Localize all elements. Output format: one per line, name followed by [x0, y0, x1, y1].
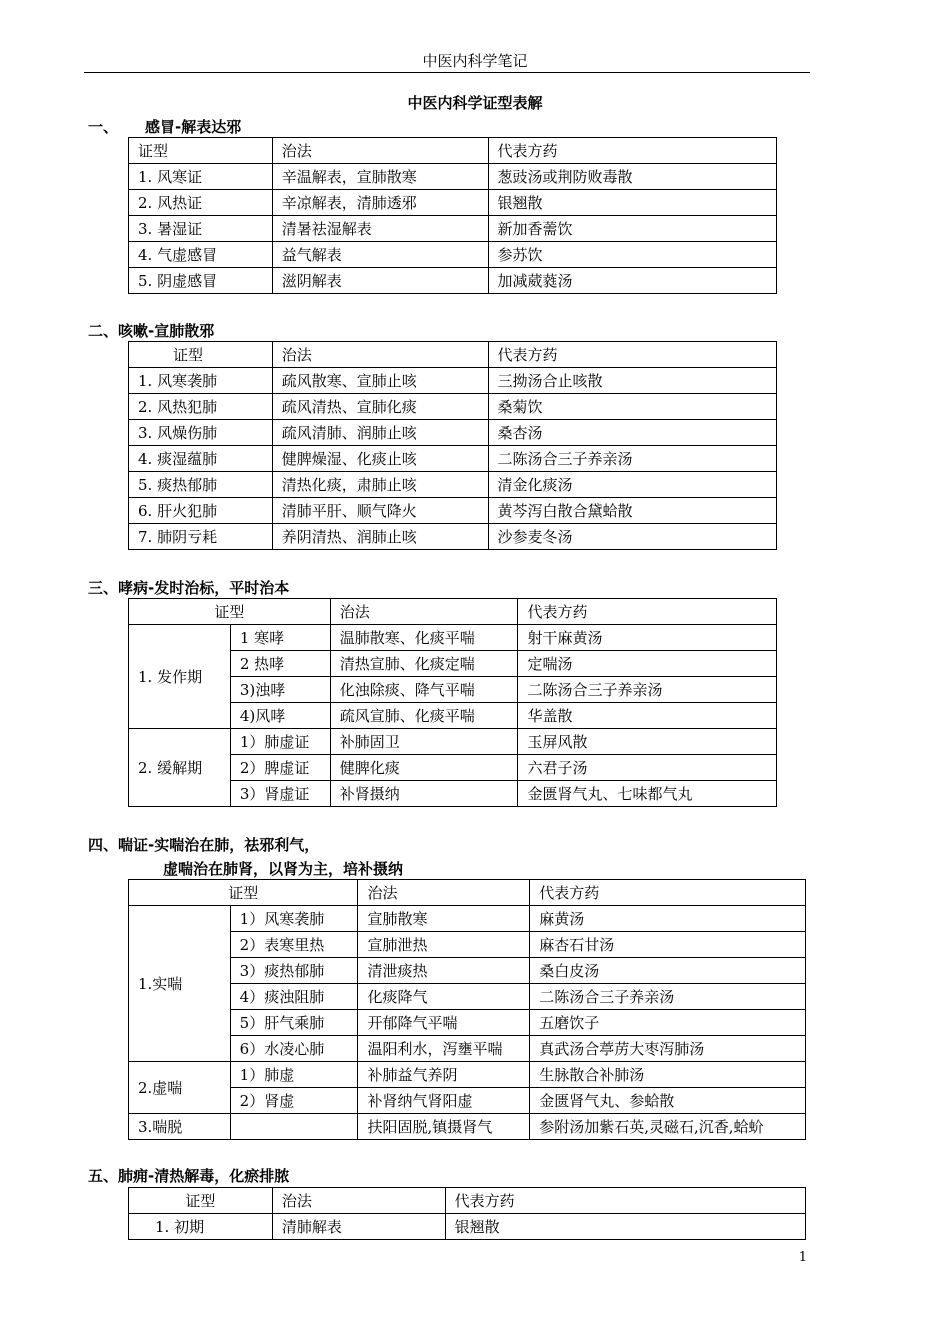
- treatment-cell: 健脾化痰: [330, 755, 518, 781]
- treatment-cell: 宣肺散寒: [358, 906, 530, 932]
- formula-cell: 新加香薷饮: [488, 216, 776, 242]
- syndrome-cell: 4. 痰湿蕴肺: [129, 446, 273, 472]
- formula-cell: 桑菊饮: [488, 394, 776, 420]
- table-row: [129, 268, 777, 294]
- table-header-row: [129, 342, 777, 368]
- section-3-table: [128, 598, 777, 807]
- treatment-cell: 补肺益气养阴: [358, 1062, 530, 1088]
- table-row: [129, 472, 777, 498]
- treatment-cell: 化痰降气: [358, 984, 530, 1010]
- syndrome-cell: 2. 风热证: [129, 190, 273, 216]
- header-cell: 治法: [330, 599, 518, 625]
- table-row: [129, 368, 777, 394]
- syndrome-cell: 4. 气虚感冒: [129, 242, 273, 268]
- group-label-cell: 3.喘脱: [129, 1114, 231, 1140]
- group-label-cell: 1.实喘: [129, 906, 231, 1062]
- header-cell: 证型: [129, 599, 331, 625]
- syndrome-cell: 1. 风寒袭肺: [129, 368, 273, 394]
- section-2-table: [128, 341, 777, 550]
- header-cell: 代表方药: [488, 138, 776, 164]
- table-header-row: [129, 880, 806, 906]
- table-row: [129, 216, 777, 242]
- page-header-title: 中医内科学笔记: [422, 52, 528, 70]
- syndrome-cell: 1 寒哮: [230, 625, 330, 651]
- treatment-cell: 补肾摄纳: [330, 781, 518, 807]
- header-cell: 证型: [129, 1188, 273, 1214]
- section-2-heading: 二、咳嗽-宣肺散邪: [88, 322, 215, 340]
- table-header-row: [129, 599, 777, 625]
- header-cell: 证型: [129, 138, 273, 164]
- table-row: [129, 242, 777, 268]
- syndrome-cell: 7. 肺阴亏耗: [129, 524, 273, 550]
- table-row: [129, 1088, 806, 1114]
- table-row: [129, 906, 806, 932]
- syndrome-cell: 3）痰热郁肺: [230, 958, 358, 984]
- table-row: [129, 1114, 806, 1140]
- syndrome-cell: 3)浊哮: [230, 677, 330, 703]
- syndrome-cell: 5）肝气乘肺: [230, 1010, 358, 1036]
- table-row: [129, 729, 777, 755]
- group-label-cell: 2. 缓解期: [129, 729, 231, 807]
- table-row: [129, 190, 777, 216]
- section-4-heading-line2: 虚喘治在肺肾，以肾为主，培补摄纳: [163, 860, 404, 878]
- treatment-cell: 扶阳固脱,镇摄肾气: [358, 1114, 530, 1140]
- formula-cell: 银翘散: [445, 1214, 805, 1240]
- table-row: [129, 625, 777, 651]
- treatment-cell: 滋阴解表: [272, 268, 488, 294]
- treatment-cell: 疏风清热、宣肺化痰: [272, 394, 488, 420]
- syndrome-cell: 1）肺虚证: [230, 729, 330, 755]
- treatment-cell: 疏风宣肺、化痰平喘: [330, 703, 518, 729]
- table-row: [129, 958, 806, 984]
- header-cell: 治法: [272, 1188, 445, 1214]
- table-row: [129, 164, 777, 190]
- formula-cell: 二陈汤合三子养亲汤: [488, 446, 776, 472]
- formula-cell: 玉屏风散: [518, 729, 777, 755]
- header-cell: 代表方药: [530, 880, 806, 906]
- formula-cell: 六君子汤: [518, 755, 777, 781]
- section-1-number: 一、: [88, 118, 119, 136]
- formula-cell: 沙参麦冬汤: [488, 524, 776, 550]
- treatment-cell: 健脾燥湿、化痰止咳: [272, 446, 488, 472]
- formula-cell: 葱豉汤或荆防败毒散: [488, 164, 776, 190]
- formula-cell: 二陈汤合三子养亲汤: [518, 677, 777, 703]
- group-label-cell: 2.虚喘: [129, 1062, 231, 1114]
- treatment-cell: 化浊除痰、降气平喘: [330, 677, 518, 703]
- syndrome-cell: 3. 暑湿证: [129, 216, 273, 242]
- group-label-cell: 1. 发作期: [129, 625, 231, 729]
- formula-cell: 真武汤合葶苈大枣泻肺汤: [530, 1036, 806, 1062]
- treatment-cell: 温肺散寒、化痰平喘: [330, 625, 518, 651]
- treatment-cell: 补肾纳气肾阳虚: [358, 1088, 530, 1114]
- formula-cell: 金匮肾气丸、参蛤散: [530, 1088, 806, 1114]
- syndrome-cell: 1. 风寒证: [129, 164, 273, 190]
- table-row: [129, 1036, 806, 1062]
- section-1-table: [128, 137, 777, 294]
- treatment-cell: 疏风散寒、宣肺止咳: [272, 368, 488, 394]
- table-row: [129, 1214, 806, 1240]
- table-header-row: [129, 138, 777, 164]
- formula-cell: 麻杏石甘汤: [530, 932, 806, 958]
- syndrome-cell: 6）水凌心肺: [230, 1036, 358, 1062]
- table-row: [129, 498, 777, 524]
- treatment-cell: 辛凉解表，清肺透邪: [272, 190, 488, 216]
- section-5-heading: 五、肺痈-清热解毒，化瘀排脓: [88, 1167, 290, 1185]
- formula-cell: 五磨饮子: [530, 1010, 806, 1036]
- treatment-cell: 养阴清热、润肺止咳: [272, 524, 488, 550]
- formula-cell: 生脉散合补肺汤: [530, 1062, 806, 1088]
- syndrome-cell: [230, 1114, 358, 1140]
- formula-cell: 三拗汤合止咳散: [488, 368, 776, 394]
- section-5-table: [128, 1187, 806, 1240]
- header-cell: 代表方药: [518, 599, 777, 625]
- formula-cell: 麻黄汤: [530, 906, 806, 932]
- page-number: 1: [798, 1250, 807, 1265]
- formula-cell: 参附汤加紫石英,灵磁石,沉香,蛤蚧: [530, 1114, 806, 1140]
- treatment-cell: 温阳利水，泻壅平喘: [358, 1036, 530, 1062]
- section-3-heading: 三、哮病-发时治标，平时治本: [88, 579, 290, 597]
- formula-cell: 加减葳蕤汤: [488, 268, 776, 294]
- section-4-heading: 四、喘证-实喘治在肺，祛邪利气，: [88, 836, 320, 854]
- header-cell: 证型: [129, 880, 358, 906]
- syndrome-cell: 1）肺虚: [230, 1062, 358, 1088]
- table-row: [129, 446, 777, 472]
- treatment-cell: 清肺平肝、顺气降火: [272, 498, 488, 524]
- treatment-cell: 开郁降气平喘: [358, 1010, 530, 1036]
- header-cell: 代表方药: [488, 342, 776, 368]
- formula-cell: 定喘汤: [518, 651, 777, 677]
- formula-cell: 金匮肾气丸、七味都气丸: [518, 781, 777, 807]
- syndrome-cell: 6. 肝火犯肺: [129, 498, 273, 524]
- formula-cell: 华盖散: [518, 703, 777, 729]
- table-row: [129, 1010, 806, 1036]
- table-row: [129, 394, 777, 420]
- syndrome-cell: 3）肾虚证: [230, 781, 330, 807]
- treatment-cell: 疏风清肺、润肺止咳: [272, 420, 488, 446]
- document-title: 中医内科学证型表解: [407, 94, 543, 112]
- header-cell: 治法: [272, 342, 488, 368]
- section-4-table: [128, 879, 806, 1140]
- treatment-cell: 清热宣肺、化痰定喘: [330, 651, 518, 677]
- table-row: [129, 1062, 806, 1088]
- syndrome-cell: 5. 阴虚感冒: [129, 268, 273, 294]
- treatment-cell: 益气解表: [272, 242, 488, 268]
- syndrome-cell: 1）风寒袭肺: [230, 906, 358, 932]
- header-cell: 治法: [358, 880, 530, 906]
- table-header-row: [129, 1188, 806, 1214]
- table-row: [129, 932, 806, 958]
- syndrome-cell: 2. 风热犯肺: [129, 394, 273, 420]
- formula-cell: 参苏饮: [488, 242, 776, 268]
- syndrome-cell: 2）肾虚: [230, 1088, 358, 1114]
- treatment-cell: 清肺解表: [272, 1214, 445, 1240]
- header-cell: 证型: [129, 342, 273, 368]
- header-cell: 治法: [272, 138, 488, 164]
- table-row: [129, 524, 777, 550]
- header-cell: 代表方药: [445, 1188, 805, 1214]
- formula-cell: 银翘散: [488, 190, 776, 216]
- syndrome-cell: 4)风哮: [230, 703, 330, 729]
- syndrome-cell: 4）痰浊阻肺: [230, 984, 358, 1010]
- syndrome-cell: 2）表寒里热: [230, 932, 358, 958]
- syndrome-cell: 2 热哮: [230, 651, 330, 677]
- treatment-cell: 清泄痰热: [358, 958, 530, 984]
- treatment-cell: 清暑祛湿解表: [272, 216, 488, 242]
- syndrome-cell: 3. 风燥伤肺: [129, 420, 273, 446]
- treatment-cell: 宣肺泄热: [358, 932, 530, 958]
- formula-cell: 射干麻黄汤: [518, 625, 777, 651]
- treatment-cell: 补肺固卫: [330, 729, 518, 755]
- formula-cell: 黄芩泻白散合黛蛤散: [488, 498, 776, 524]
- formula-cell: 二陈汤合三子养亲汤: [530, 984, 806, 1010]
- formula-cell: 桑杏汤: [488, 420, 776, 446]
- syndrome-cell: 5. 痰热郁肺: [129, 472, 273, 498]
- treatment-cell: 清热化痰，肃肺止咳: [272, 472, 488, 498]
- table-row: [129, 984, 806, 1010]
- treatment-cell: 辛温解表，宣肺散寒: [272, 164, 488, 190]
- formula-cell: 清金化痰汤: [488, 472, 776, 498]
- syndrome-cell: 2）脾虚证: [230, 755, 330, 781]
- table-row: [129, 420, 777, 446]
- section-1-heading: 感冒-解表达邪: [145, 118, 242, 136]
- syndrome-cell: 1. 初期: [129, 1214, 273, 1240]
- header-rule: [84, 72, 810, 73]
- formula-cell: 桑白皮汤: [530, 958, 806, 984]
